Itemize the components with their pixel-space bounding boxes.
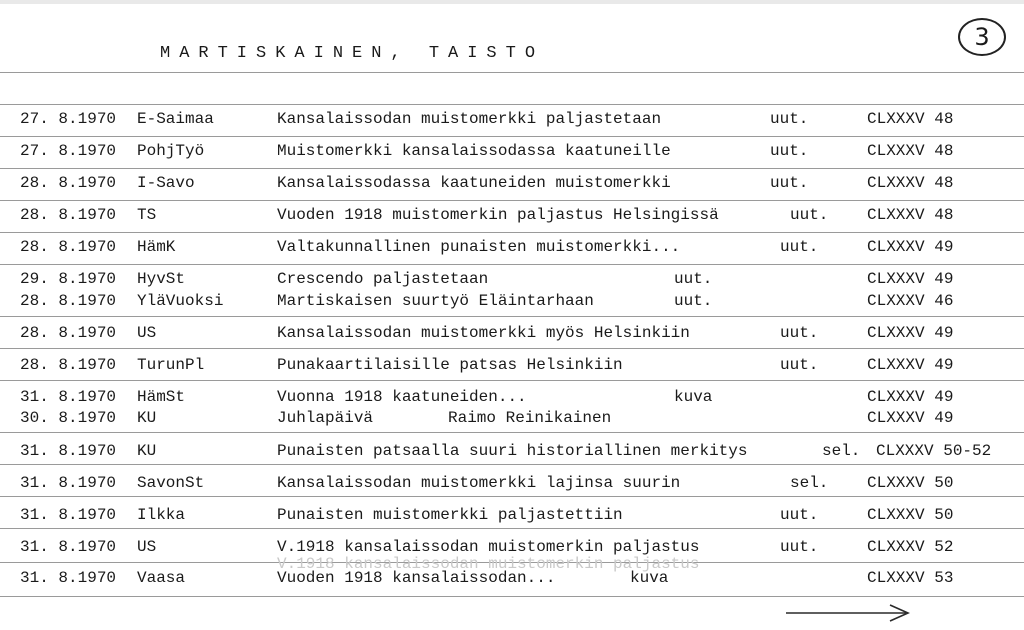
entry-source: HämK — [137, 238, 176, 256]
divider — [0, 348, 1024, 349]
entry-type: uut. — [780, 324, 819, 342]
entry-source: SavonSt — [137, 474, 205, 492]
entry-title: V.1918 kansalaissodan muistomerkin paljastus — [277, 538, 700, 556]
list-item — [0, 238, 1024, 258]
divider — [0, 232, 1024, 233]
entry-type: uut. — [770, 110, 809, 128]
entry-title: Kansalaissodan muistomerkki lajinsa suurin — [277, 474, 681, 492]
entry-type: kuva — [630, 569, 669, 587]
entry-type: sel. — [790, 474, 829, 492]
entry-title: Valtakunnallinen punaisten muistomerkki... — [277, 238, 681, 256]
entry-date: 28. 8.1970 — [20, 324, 117, 342]
entry-type: uut. — [770, 174, 809, 192]
entry-title: Kansalaissodassa kaatuneiden muistomerkki — [277, 174, 671, 192]
card-number: 3 — [974, 23, 990, 51]
list-item — [0, 569, 1024, 589]
entry-date: 28. 8.1970 — [20, 174, 117, 192]
card-number-circle — [958, 18, 1006, 56]
entry-type: uut. — [780, 238, 819, 256]
entry-ref: CLXXXV 48 — [867, 174, 954, 192]
entry-ref: CLXXXV 48 — [867, 206, 954, 224]
entry-source: PohjTyö — [137, 142, 205, 160]
entry-type: kuva — [674, 388, 713, 406]
entry-source: YläVuoksi — [137, 292, 224, 310]
entry-title: Vuoden 1918 muistomerkin paljastus Helsingissä — [277, 206, 719, 224]
entry-type: sel. — [822, 442, 861, 460]
entry-type: uut. — [770, 142, 809, 160]
divider — [0, 72, 1024, 73]
entry-type: uut. — [674, 292, 713, 310]
entry-source: TS — [137, 206, 157, 224]
entry-type: uut. — [790, 206, 829, 224]
list-item — [0, 324, 1024, 344]
entry-source: I-Savo — [137, 174, 195, 192]
list-item — [0, 356, 1024, 376]
entry-source: Vaasa — [137, 569, 186, 587]
entry-ref: CLXXXV 49 — [867, 409, 954, 427]
divider — [0, 596, 1024, 597]
entry-ref: CLXXXV 48 — [867, 110, 954, 128]
divider — [0, 136, 1024, 137]
entry-ref: CLXXXV 50 — [867, 474, 954, 492]
list-item — [0, 506, 1024, 526]
divider — [0, 432, 1024, 433]
entry-source: KU — [137, 442, 157, 460]
entry-ref: CLXXXV 52 — [867, 538, 954, 556]
entry-date: 31. 8.1970 — [20, 474, 117, 492]
list-item — [0, 474, 1024, 494]
list-item — [0, 206, 1024, 226]
entry-ref: CLXXXV 49 — [867, 238, 954, 256]
divider — [0, 496, 1024, 497]
entry-ref: CLXXXV 48 — [867, 142, 954, 160]
entry-date: 28. 8.1970 — [20, 206, 117, 224]
entry-ref: CLXXXV 49 — [867, 324, 954, 342]
entry-title: Martiskaisen suurtyö Eläintarhaan — [277, 292, 594, 310]
entry-source: HämSt — [137, 388, 186, 406]
divider — [0, 316, 1024, 317]
list-item — [0, 442, 1024, 462]
entry-type: uut. — [674, 270, 713, 288]
entry-source: US — [137, 538, 157, 556]
entry-date: 31. 8.1970 — [20, 442, 117, 460]
divider — [0, 200, 1024, 201]
list-item — [0, 292, 1024, 312]
entry-ref: CLXXXV 46 — [867, 292, 954, 310]
entry-title: Punaisten patsaalla suuri historiallinen merkitys — [277, 442, 748, 460]
list-item — [0, 174, 1024, 194]
divider — [0, 104, 1024, 105]
entry-date: 27. 8.1970 — [20, 142, 117, 160]
entry-date: 31. 8.1970 — [20, 388, 117, 406]
card-header-name: MARTISKAINEN, TAISTO — [160, 44, 545, 63]
entry-ref: CLXXXV 49 — [867, 356, 954, 374]
entry-date: 31. 8.1970 — [20, 569, 117, 587]
entry-source: Ilkka — [137, 506, 186, 524]
entry-ref: CLXXXV 53 — [867, 569, 954, 587]
entry-date: 27. 8.1970 — [20, 110, 117, 128]
entry-source: E-Saimaa — [137, 110, 214, 128]
entry-title: Muistomerkki kansalaissodassa kaatuneille — [277, 142, 671, 160]
entry-author: Raimo Reinikainen — [448, 409, 612, 427]
entry-title: Punakaartilaisille patsas Helsinkiin — [277, 356, 623, 374]
entry-date: 28. 8.1970 — [20, 356, 117, 374]
divider — [0, 264, 1024, 265]
entry-title: Vuoden 1918 kansalaissodan... — [277, 569, 556, 587]
entry-title: Punaisten muistomerkki paljastettiin — [277, 506, 623, 524]
entry-date: 29. 8.1970 — [20, 270, 117, 288]
ghost-text: V.1918 kansalaissodan muistomerkin paljastus — [277, 555, 700, 573]
list-item — [0, 270, 1024, 290]
divider — [0, 464, 1024, 465]
entry-ref: CLXXXV 50 — [867, 506, 954, 524]
entry-ref: CLXXXV 50-52 — [876, 442, 992, 460]
entry-title: Kansalaissodan muistomerkki myös Helsinkiin — [277, 324, 690, 342]
entry-source: HyvSt — [137, 270, 186, 288]
entry-title: Vuonna 1918 kaatuneiden... — [277, 388, 527, 406]
entry-title: Crescendo paljastetaan — [277, 270, 489, 288]
list-item — [0, 409, 1024, 429]
list-item — [0, 110, 1024, 130]
entry-source: US — [137, 324, 157, 342]
list-item — [0, 388, 1024, 408]
arrow-right-icon — [784, 602, 912, 624]
entry-type: uut. — [780, 538, 819, 556]
entry-ref: CLXXXV 49 — [867, 388, 954, 406]
divider — [0, 528, 1024, 529]
entry-source: TurunPl — [137, 356, 205, 374]
entry-title: Kansalaissodan muistomerkki paljastetaan — [277, 110, 662, 128]
entry-type: uut. — [780, 356, 819, 374]
entry-date: 31. 8.1970 — [20, 538, 117, 556]
entry-date: 28. 8.1970 — [20, 238, 117, 256]
divider — [0, 168, 1024, 169]
list-item — [0, 142, 1024, 162]
entry-date: 30. 8.1970 — [20, 409, 117, 427]
entry-title: Juhlapäivä — [277, 409, 374, 427]
entry-source: KU — [137, 409, 157, 427]
entry-date: 31. 8.1970 — [20, 506, 117, 524]
entry-type: uut. — [780, 506, 819, 524]
entry-ref: CLXXXV 49 — [867, 270, 954, 288]
entry-date: 28. 8.1970 — [20, 292, 117, 310]
divider — [0, 380, 1024, 381]
scan-edge — [0, 0, 1024, 4]
